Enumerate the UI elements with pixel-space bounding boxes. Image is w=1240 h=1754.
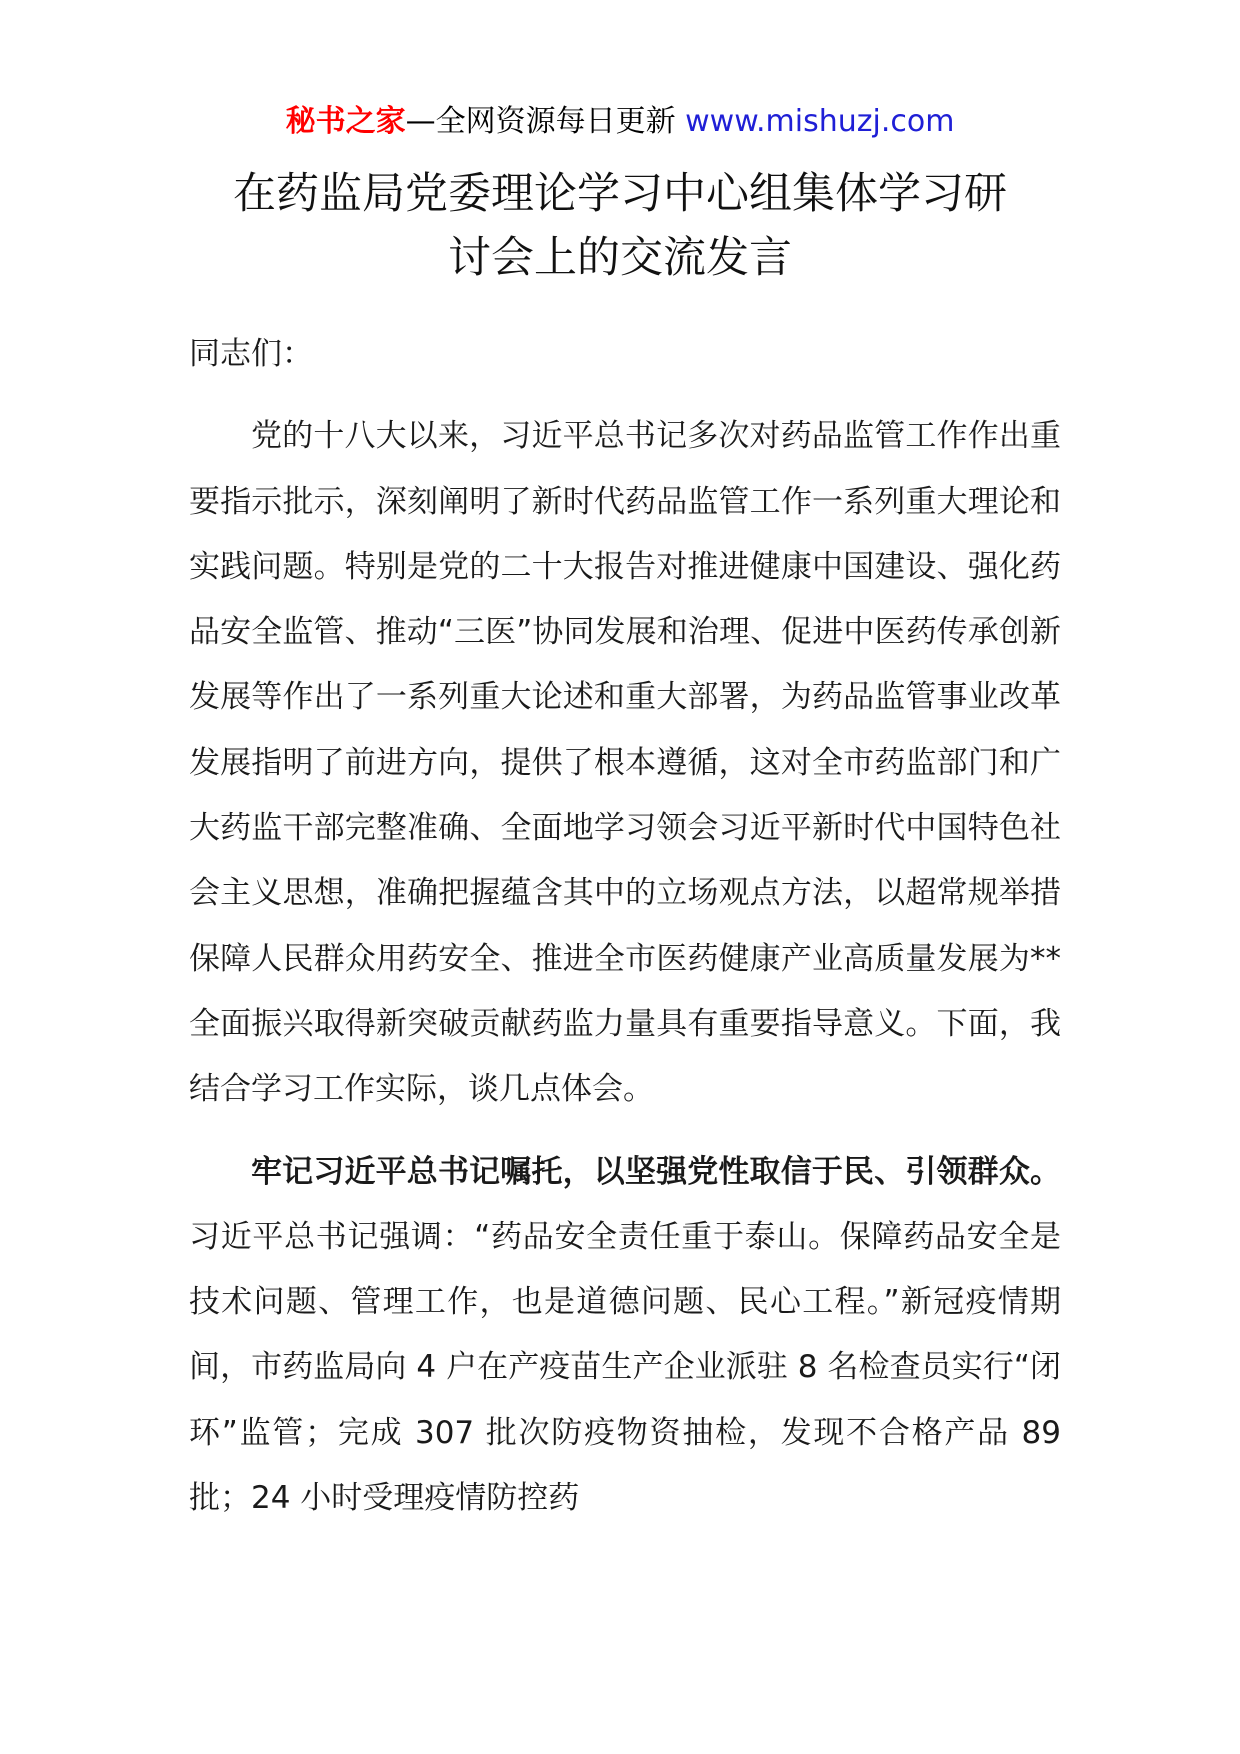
title-line-1: 在药监局党委理论学习中心组集体学习研	[233, 169, 1007, 219]
watermark-header	[0, 102, 1240, 142]
title-line-2: 讨会上的交流发言	[448, 233, 792, 283]
paragraph-intro: 党的十八大以来，习近平总书记多次对药品监管工作作出重要指示批示，深刻阐明了新时代药品监管工作一系列重大理论和实践问题。特别是党的二十大报告对推进健康中国建设、强化药品安全监管、推动“三医”协同发展和治理、促进中医药传承创新发展等作出了一系列重大论述和重大部署，为药品监管事业改革发展指明了前进方向，提供了根本遵循，这对全市药监部门和广大药监干部完整准确、全面地学习领会习近平新时代中国特色社会主义思想，准确把握蕴含其中的立场观点方法，以超常规举措保障人民群众用药安全、推进全市医药健康产业高质量发展为**全面振兴取得新突破贡献药监力量具有重要指导意义。下面，我结合学习工作实际，谈几点体会。	[189, 418, 1061, 1108]
section-heading: 牢记习近平总书记嘱托，以坚强党性取信于民、引领群众。	[251, 1153, 1061, 1190]
document-body	[189, 322, 1061, 1548]
document-title	[160, 162, 1080, 290]
paragraph-section-1	[189, 1140, 1061, 1532]
header-tagline: —全网资源每日更新	[405, 104, 686, 139]
section-text: 习近平总书记强调：“药品安全责任重于泰山。保障药品安全是技术问题、管理工作，也是道德问题、民心工程。”新冠疫情期间，市药监局向 4 户在产疫苗生产企业派驻 8 名检查员实行“闭环”监管；完成 307 批次防疫物资抽检，发现不合格产品 89 批；24 小时受理疫情防控药	[189, 1218, 1061, 1517]
brand-name: 秘书之家	[285, 104, 406, 139]
salutation: 同志们：	[189, 336, 313, 372]
site-url-link[interactable]: www.mishuzj.com	[685, 104, 955, 139]
